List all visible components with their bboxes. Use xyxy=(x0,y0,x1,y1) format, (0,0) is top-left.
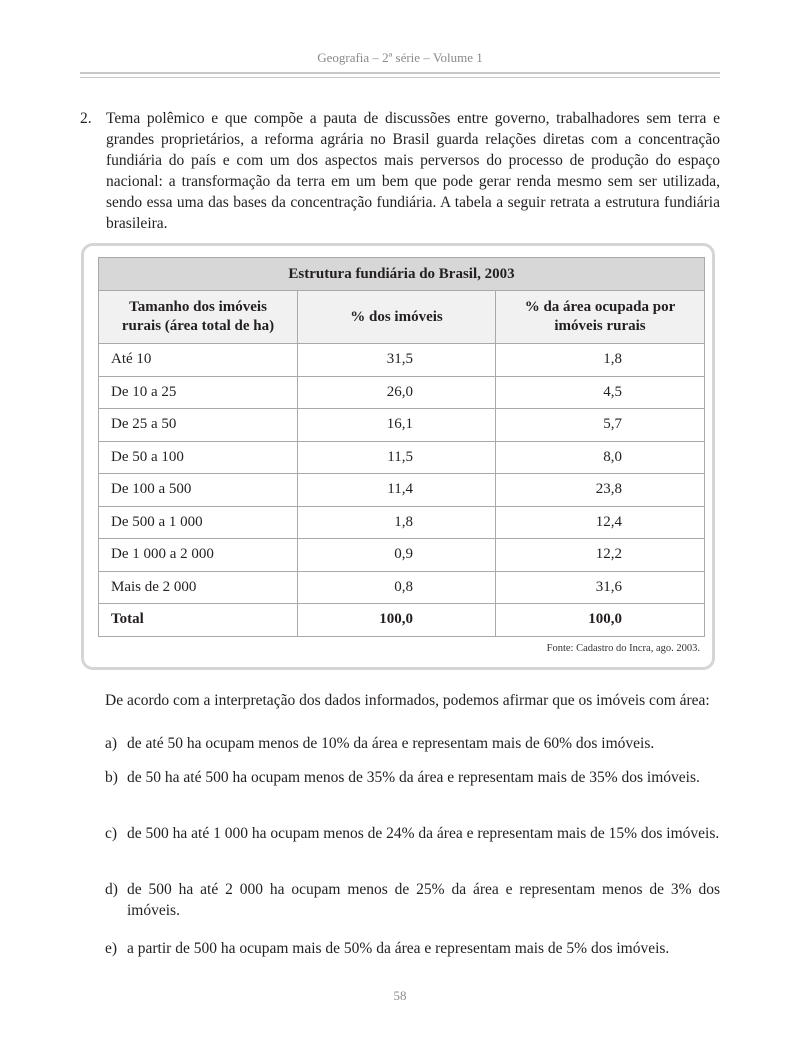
question xyxy=(80,108,720,234)
option-text: de 500 ha até 1 000 ha ocupam menos de 24% da área e representam mais de 15% dos imóveis. xyxy=(127,825,720,842)
option-text: a partir de 500 ha ocupam mais de 50% da área e representam mais de 5% dos imóveis. xyxy=(127,940,670,957)
table-row xyxy=(99,409,705,442)
page-number: 58 xyxy=(393,988,407,1003)
cell-percent-properties: 0,9 xyxy=(298,539,496,572)
cell-size: Mais de 2 000 xyxy=(99,571,298,604)
cell-percent-area: 1,8 xyxy=(496,344,705,377)
cell-size: De 10 a 25 xyxy=(99,376,298,409)
option-a[interactable] xyxy=(105,733,720,754)
table-source: Fonte: Cadastro do Incra, ago. 2003. xyxy=(546,643,700,654)
table-row xyxy=(99,441,705,474)
column-header-size: Tamanho dos imóveis rurais (área total de ha) xyxy=(99,291,298,344)
question-text: Tema polêmico e que compõe a pauta de discussões entre governo, trabalhadores sem terra e grandes proprietários, a reforma agrária no Brasil guarda relações diretas com a concentração fundiária do país e com um dos aspectos mais perversos do processo de produção do espaço nacional: a transformação da terra em um bem que pode gerar renda mesmo sem ser utilizada, sendo essa uma das bases da concentração fundiária. A tabela a seguir retrata a estrutura fundiária brasileira. xyxy=(106,110,720,232)
cell-percent-area: 12,4 xyxy=(496,506,705,539)
table-frame xyxy=(81,243,715,670)
cell-size: Até 10 xyxy=(99,344,298,377)
option-c[interactable] xyxy=(105,823,720,844)
cell-size: De 500 a 1 000 xyxy=(99,506,298,539)
cell-percent-properties: 1,8 xyxy=(298,506,496,539)
table-row xyxy=(99,571,705,604)
cell-percent-area: 8,0 xyxy=(496,441,705,474)
option-b[interactable] xyxy=(105,767,720,788)
option-letter: d) xyxy=(105,881,118,898)
total-percent-properties: 100,0 xyxy=(298,604,496,637)
table-row xyxy=(99,539,705,572)
cell-percent-area: 4,5 xyxy=(496,376,705,409)
option-letter: a) xyxy=(105,735,118,752)
cell-percent-area: 31,6 xyxy=(496,571,705,604)
option-text: de 500 ha até 2 000 ha ocupam menos de 25% da área e representam menos de 3% dos imóveis. xyxy=(127,881,720,919)
cell-size: De 1 000 a 2 000 xyxy=(99,539,298,572)
table-title: Estrutura fundiária do Brasil, 2003 xyxy=(99,258,705,291)
option-e[interactable] xyxy=(105,938,720,959)
header-rule xyxy=(80,72,720,78)
column-header-percent-properties: % dos imóveis xyxy=(298,291,496,344)
question-prompt: De acordo com a interpretação dos dados informados, podemos afirmar que os imóveis com área: xyxy=(105,692,710,709)
header-rule-thin xyxy=(80,77,720,78)
table-title-row xyxy=(99,258,705,291)
cell-percent-properties: 0,8 xyxy=(298,571,496,604)
running-header: Geografia – 2ª série – Volume 1 xyxy=(317,50,483,65)
option-text: de até 50 ha ocupam menos de 10% da área e representam mais de 60% dos imóveis. xyxy=(127,735,655,752)
cell-percent-properties: 31,5 xyxy=(298,344,496,377)
cell-percent-properties: 26,0 xyxy=(298,376,496,409)
cell-percent-properties: 11,4 xyxy=(298,474,496,507)
question-number: 2. xyxy=(80,110,92,127)
total-percent-area: 100,0 xyxy=(496,604,705,637)
cell-percent-area: 12,2 xyxy=(496,539,705,572)
option-letter: c) xyxy=(105,825,118,842)
table-row xyxy=(99,506,705,539)
table-row xyxy=(99,474,705,507)
table-header-row xyxy=(99,291,705,344)
option-letter: b) xyxy=(105,769,118,786)
cell-percent-properties: 16,1 xyxy=(298,409,496,442)
option-text: de 50 ha até 500 ha ocupam menos de 35% da área e representam mais de 35% dos imóveis. xyxy=(127,769,700,786)
table-row xyxy=(99,376,705,409)
header-rule-thick xyxy=(80,72,720,74)
cell-percent-area: 5,7 xyxy=(496,409,705,442)
cell-size: De 50 a 100 xyxy=(99,441,298,474)
option-letter: e) xyxy=(105,940,118,957)
cell-percent-properties: 11,5 xyxy=(298,441,496,474)
land-structure-table xyxy=(98,257,705,637)
column-header-percent-area: % da área ocupada por imóveis rurais xyxy=(496,291,705,344)
cell-size: De 100 a 500 xyxy=(99,474,298,507)
option-d[interactable] xyxy=(105,879,720,921)
cell-percent-area: 23,8 xyxy=(496,474,705,507)
table-total-row xyxy=(99,604,705,637)
table-row xyxy=(99,344,705,377)
cell-size: De 25 a 50 xyxy=(99,409,298,442)
total-label: Total xyxy=(99,604,298,637)
